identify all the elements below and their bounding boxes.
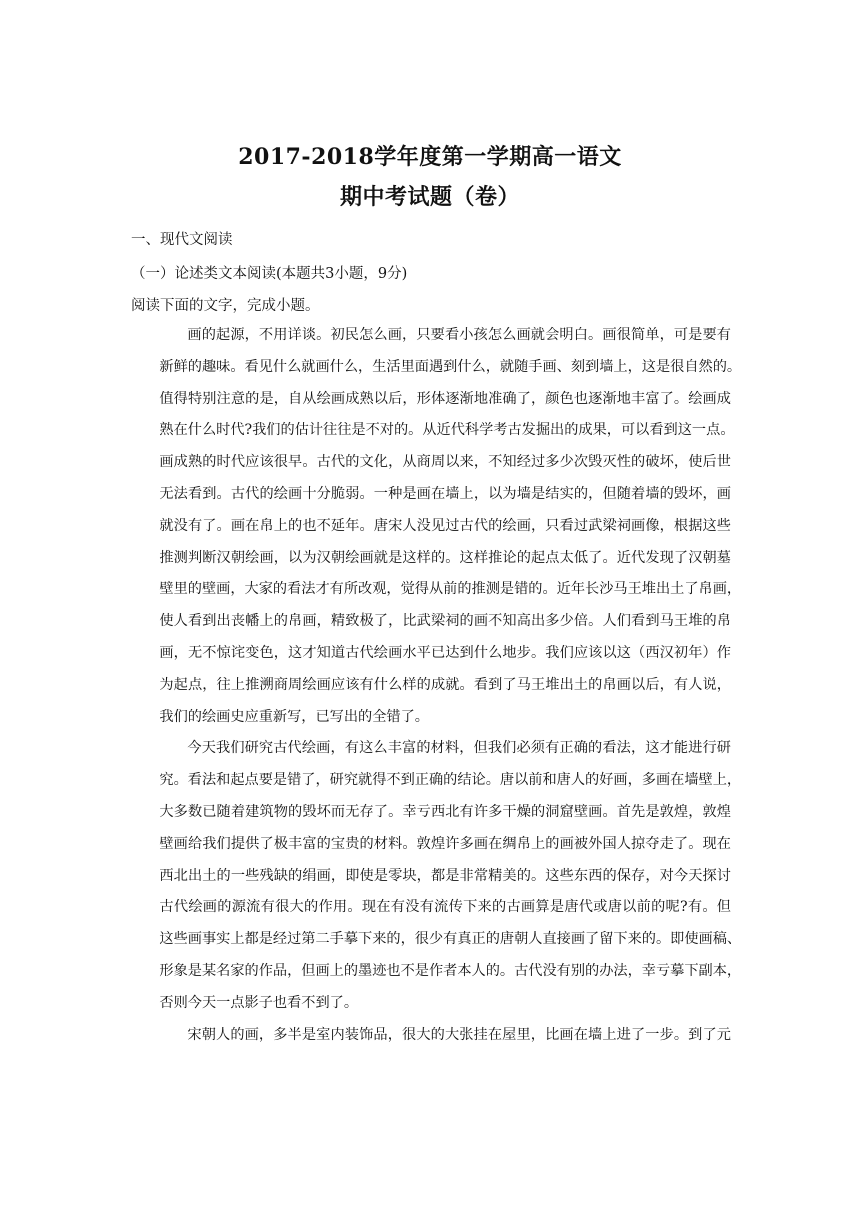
paragraph-3 — [131, 1020, 731, 1052]
text-line: 画的起源，不用详谈。初民怎么画，只要看小孩怎么画就会明白。画很简单，可是要有 — [187, 327, 731, 343]
text-line: 为起点，往上推溯商周绘画应该有什么样的成就。看到了马王堆出土的帛画以后，有人说， — [159, 676, 731, 693]
text-line: 形象是某名家的作品，但画上的墨迹也不是作者本人的。古代没有别的办法，幸亏摹下副本， — [159, 962, 742, 979]
text-line: 壁画给我们提供了极丰富的宝贵的材料。敦煌许多画在绸帛上的画被外国人掠夺走了。现在 — [159, 835, 731, 852]
text-line: 熟在什么时代?我们的估计往往是不对的。从近代科学考古发掘出的成果，可以看到这一点。 — [159, 422, 735, 439]
text-line: 我们的绘画史应重新写，已写出的全错了。 — [159, 708, 429, 725]
text-line: 否则今天一点影子也看不到了。 — [159, 994, 359, 1011]
text-line: 宋朝人的画，多半是室内装饰品，很大的大张挂在屋里，比画在墙上进了一步。到了元 — [187, 1026, 731, 1043]
text-line: 这些画事实上都是经过第二手摹下来的，很少有真正的唐朝人直接画了留下来的。即使画稿、 — [159, 931, 742, 948]
document-subtitle: 期中考试题（卷） — [339, 184, 520, 210]
text-line: 新鲜的趣味。看见什么就画什么，生活里面遇到什么，就随手画、刻到墙上，这是很自然的。 — [159, 358, 742, 375]
text-line: 西北出土的一些残缺的绢画，即使是零块，都是非常精美的。这些东西的保存，对今天探讨 — [159, 867, 731, 884]
text-line: 推测判断汉朝绘画，以为汉朝绘画就是这样的。这样推论的起点太低了。近代发现了汉朝墓 — [159, 549, 731, 566]
text-line: 使人看到出丧幡上的帛画，精致极了，比武梁祠的画不知高出多少倍。人们看到马王堆的帛 — [159, 613, 731, 630]
paragraph-1 — [131, 320, 742, 733]
reading-instruction: 阅读下面的文字，完成小题。 — [131, 298, 320, 314]
text-line: 古代绘画的源流有很大的作用。现在有没有流传下来的古画算是唐代或唐以前的呢?有。但 — [159, 899, 731, 916]
text-line: 画，无不惊诧变色，这才知道古代绘画水平已达到什么地步。我们应该以这（西汉初年）作 — [159, 644, 731, 661]
reading-passage — [131, 320, 742, 1051]
text-line: 大多数已随着建筑物的毁坏而无存了。幸亏西北有许多干燥的洞窟壁画。首先是敦煌，敦煌 — [159, 803, 731, 820]
section-heading: 一、现代文阅读 — [131, 232, 233, 248]
text-line: 今天我们研究古代绘画，有这么丰富的材料，但我们必须有正确的看法，这才能进行研 — [187, 740, 731, 757]
paragraph-2 — [131, 733, 742, 1019]
text-line: 就没有了。画在帛上的也不延年。唐宋人没见过古代的绘画，只看过武梁祠画像，根据这些 — [159, 517, 731, 534]
text-line: 画成熟的时代应该很早。古代的文化，从商周以来，不知经过多少次毁灭性的破坏，使后世 — [159, 454, 731, 471]
text-line: 壁里的壁画，大家的看法才有所改观，觉得从前的推测是错的。近年长沙马王堆出土了帛画， — [159, 581, 742, 598]
subsection-heading: （一）论述类文本阅读(本题共3小题，9分) — [131, 266, 408, 282]
document-title: 2017-2018学年度第一学期高一语文 — [238, 144, 622, 170]
text-line: 究。看法和起点要是错了，研究就得不到正确的结论。唐以前和唐人的好画，多画在墙壁上， — [159, 772, 742, 789]
text-line: 无法看到。古代的绘画十分脆弱。一种是画在墙上，以为墙是结实的，但随着墙的毁坏，画 — [159, 485, 731, 502]
text-line: 值得特别注意的是，自从绘画成熟以后，形体逐渐地准确了，颜色也逐渐地丰富了。绘画成 — [159, 390, 731, 407]
